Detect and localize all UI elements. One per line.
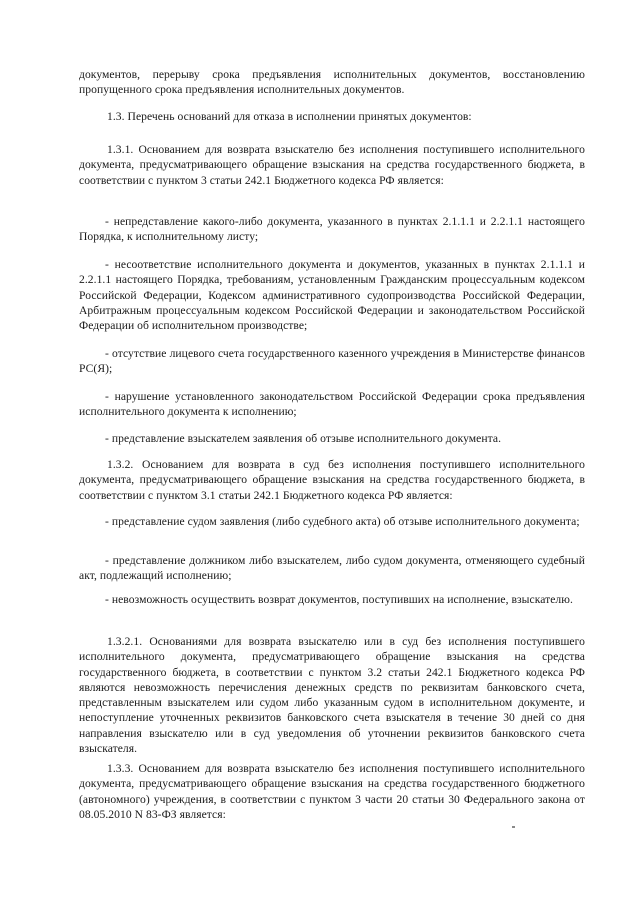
list-item-return-impossible: - невозможность осуществить возврат документов, поступивших на исполнение, взыскателю. <box>105 593 573 606</box>
list-item-withdrawal: - представление взыскателем заявления об отзыве исполнительного документа. <box>105 432 502 445</box>
list-item-deadline-violation: - нарушение установленного законодательством Российской Федерации срока предъявления исполнительного документа к исполнению; <box>79 390 585 419</box>
list-item-no-account: - отсутствие лицевого счета государственного казенного учреждения в Министерстве финансов РС(Я); <box>79 347 585 376</box>
paragraph-1-3-1: 1.3.1. Основанием для возврата взыскателю без исполнения поступившего исполнительного документа, предусматривающего обращение взыскания на средства государственного бюджета, в соответствии с пунктом 3 статьи 242.1 Бюджетного кодекса РФ является: <box>79 143 585 187</box>
list-item-court-withdrawal: - представление судом заявления (либо судебного акта) об отзыве исполнительного документа; <box>105 515 580 528</box>
paragraph-1-3-2-1: 1.3.2.1. Основаниями для возврата взыскателю или в суд без исполнения поступившего исполнительного документа, предусматривающего обращение взыскания на средства государственного бюджета, в соответствии с пунктом 3.2 статьи 242.1 Бюджетного кодекса РФ являются невозможность перечисления денежных средств по реквизитам банковского счета, представленным взыскателем или судом либо указанным судом в исполнительном документе, и непоступление уточненных реквизитов банковского счета взыскателя в течение 30 дней со дня направления взыскателю или в суд уведомления об уточнении реквизитов банковского счета взыскателя. <box>79 635 585 756</box>
paragraph-continuation: документов, перерыву срока предъявления исполнительных документов, восстановлению пропущенного срока предъявления исполнительных документов. <box>79 68 585 97</box>
list-item-cancelling-document: - представление должником либо взыскателем, либо судом документа, отменяющего судебный акт, подлежащий исполнению; <box>79 554 585 583</box>
section-heading-1-3: 1.3. Перечень оснований для отказа в исполнении принятых документов: <box>107 110 472 123</box>
paragraph-1-3-2: 1.3.2. Основанием для возврата в суд без исполнения поступившего исполнительного документа, предусматривающего обращение взыскания на средства государственного бюджета, в соответствии с пунктом 3.1 статьи 242.1 Бюджетного кодекса РФ является: <box>79 458 585 502</box>
list-item-missing-document: - непредставление какого-либо документа, указанного в пунктах 2.1.1.1 и 2.2.1.1 настоящего Порядка, к исполнительному листу; <box>79 215 585 244</box>
list-item-nonconformity: - несоответствие исполнительного документа и документов, указанных в пунктах 2.1.1.1 и 2.2.1.1 настоящего Порядка, требованиям, установленным Гражданским процессуальным кодексом Российской Федерации, Кодексом административного судопроизводства Российской Федерации, Арбитражным процессуальным кодексом Российской Федерации и законодательством Российской Федерации об исполнительном производстве; <box>79 258 585 333</box>
paragraph-1-3-3: 1.3.3. Основанием для возврата взыскателю без исполнения поступившего исполнительного документа, предусматривающего обращение взыскания на средства государственного бюджетного (автономного) учреждения, в соответствии с пунктом 3 части 20 статьи 30 Федерального закона от 08.05.2010 N 83-ФЗ является: <box>79 762 585 821</box>
scan-artifact <box>512 826 515 828</box>
